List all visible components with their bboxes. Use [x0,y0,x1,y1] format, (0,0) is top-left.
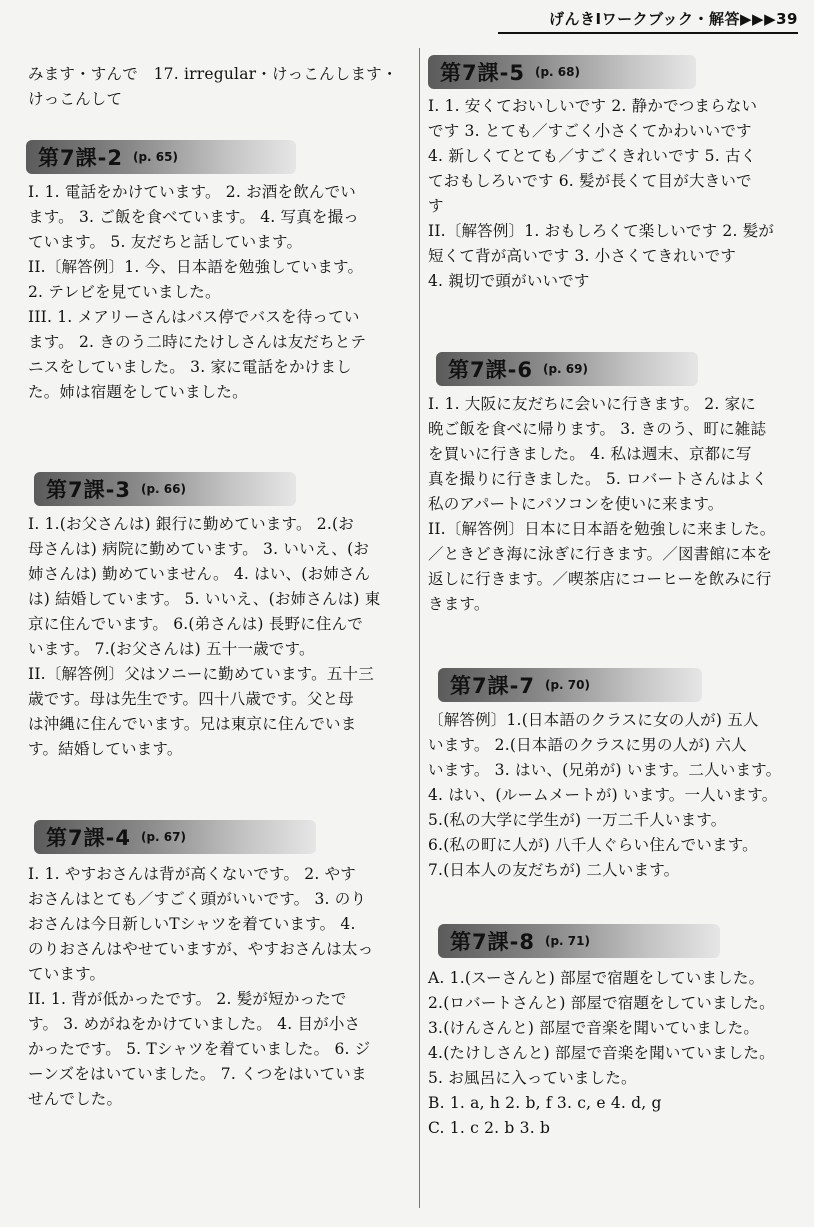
section-title: 第7課-6 [448,358,533,382]
section-page-ref: (p. 65) [132,150,178,164]
section-page-ref: (p. 67) [140,830,186,844]
section-title: 第7課-7 [450,674,535,698]
section-body-7-6: I. 1. 大阪に友だちに会いに行きます。 2. 家に 晩ご飯を食べに帰ります。 3. きのう、町に雑誌 を買いに行きました。 4. 私は週末、京都に写 真を撮りに行きました。 5. ロバートさんはよく 私のアパートにパソコンを使いに来ます。 II.〔解答例〕日本に日本語を勉強しに来ました。 ／ときどき海に泳ぎに行きます。／図書館に本を 返しに行きます。／喫茶店にコーヒーを飲みに行 きます。 [428,395,776,613]
section-page-ref: (p. 71) [544,934,590,948]
section-title: 第7課-2 [38,146,123,170]
section-title: 第7課-4 [46,826,131,850]
section-page-ref: (p. 68) [534,65,580,79]
section-page-ref: (p. 69) [542,362,588,376]
section-title: 第7課-3 [46,478,131,502]
section-title: 第7課-8 [450,930,535,954]
section-title: 第7課-5 [440,61,525,85]
section-banner-7-3 [34,472,296,506]
section-page-ref: (p. 70) [544,678,590,692]
section-banner-7-8 [438,924,720,958]
section-body-7-7: 〔解答例〕1.(日本語のクラスに女の人が) 五人 います。 2.(日本語のクラスに男の人が) 六人 います。 3. はい、(兄弟が) います。二人います。 4. はい、(ルームメートが) います。一人います。 5.(私の大学に学生が) 一万二千人います。 6.(私の町に人が) 八千人ぐらい住んでいます。 7.(日本人の友だちが) 二人います。 [428,711,782,879]
page-header: げんきIワークブック・解答▶▶▶39 [498,6,798,34]
section-body-7-2: I. 1. 電話をかけています。 2. お酒を飲んでい ます。 3. ご飯を食べています。 4. 写真を撮っ ています。 5. 友だちと話しています。 II.〔解答例〕1. 今、日本語を勉強しています。 2. テレビを見ていました。 III. 1. メアリーさんはバス停でバスを待ってい ます。 2. きのう二時にたけしさんは友だちとテ ニスをしていました。 3. 家に電話をかけまし た。姉は宿題をしていました。 [28,183,367,401]
section-banner-7-2 [26,140,296,174]
section-body-7-4: I. 1. やすおさんは背が高くないです。 2. やす おさんはとても／すごく頭がいいです。 3. のり おさんは今日新しいTシャツを着ています。 4. のりおさんはやせていますが、やすおさんは太っ ています。 II. 1. 背が低かったです。 2. 髪が短かったで す。 3. めがねをかけていました。 4. 目が小さ かったです。 5. Tシャツを着ていました。 6. ジ ーンズをはいていました。 7. くつをはいていま せんでした。 [28,865,374,1108]
intro-text: みます・すんで 17. irregular・けっこんします・ けっこんして [28,65,398,108]
section-body-7-8: A. 1.(スーさんと) 部屋で宿題をしていました。 2.(ロバートさんと) 部屋で宿題をしていました。 3.(けんさんと) 部屋で音楽を聞いていました。 4.(たけしさんと) 部屋で音楽を聞いていました。 5. お風呂に入っていました。 B. 1. a, h 2. b, f 3. c, e 4. d, g C. 1. c 2. b 3. b [428,969,775,1137]
column-divider [419,48,420,1208]
section-body-7-5: I. 1. 安くておいしいです 2. 静かでつまらない です 3. とても／すごく小さくてかわいいです 4. 新しくてとても／すごくきれいです 5. 古く ておもしろいです 6. 髪が長くて目が大きいで す II.〔解答例〕1. おもしろくて楽しいです 2. 髪が 短くて背が高いです 3. 小さくてきれいです 4. 親切で頭がいいです [428,97,775,290]
section-banner-7-4 [34,820,316,854]
section-banner-7-7 [438,668,702,702]
section-banner-7-6 [436,352,698,386]
section-body-7-3: I. 1.(お父さんは) 銀行に勤めています。 2.(お 母さんは) 病院に勤めています。 3. いいえ、(お 姉さんは) 勤めていません。 4. はい、(お姉さん は) 結婚しています。 5. いいえ、(お姉さんは) 東 京に住んでいます。 6.(弟さんは) 長野に住んで います。 7.(お父さんは) 五十一歳です。 II.〔解答例〕父はソニーに勤めています。五十三 歳です。母は先生です。四十八歳です。父と母 は沖縄に住んでいます。兄は東京に住んでいま す。結婚しています。 [28,515,381,758]
section-banner-7-5 [428,55,696,89]
section-page-ref: (p. 66) [140,482,186,496]
